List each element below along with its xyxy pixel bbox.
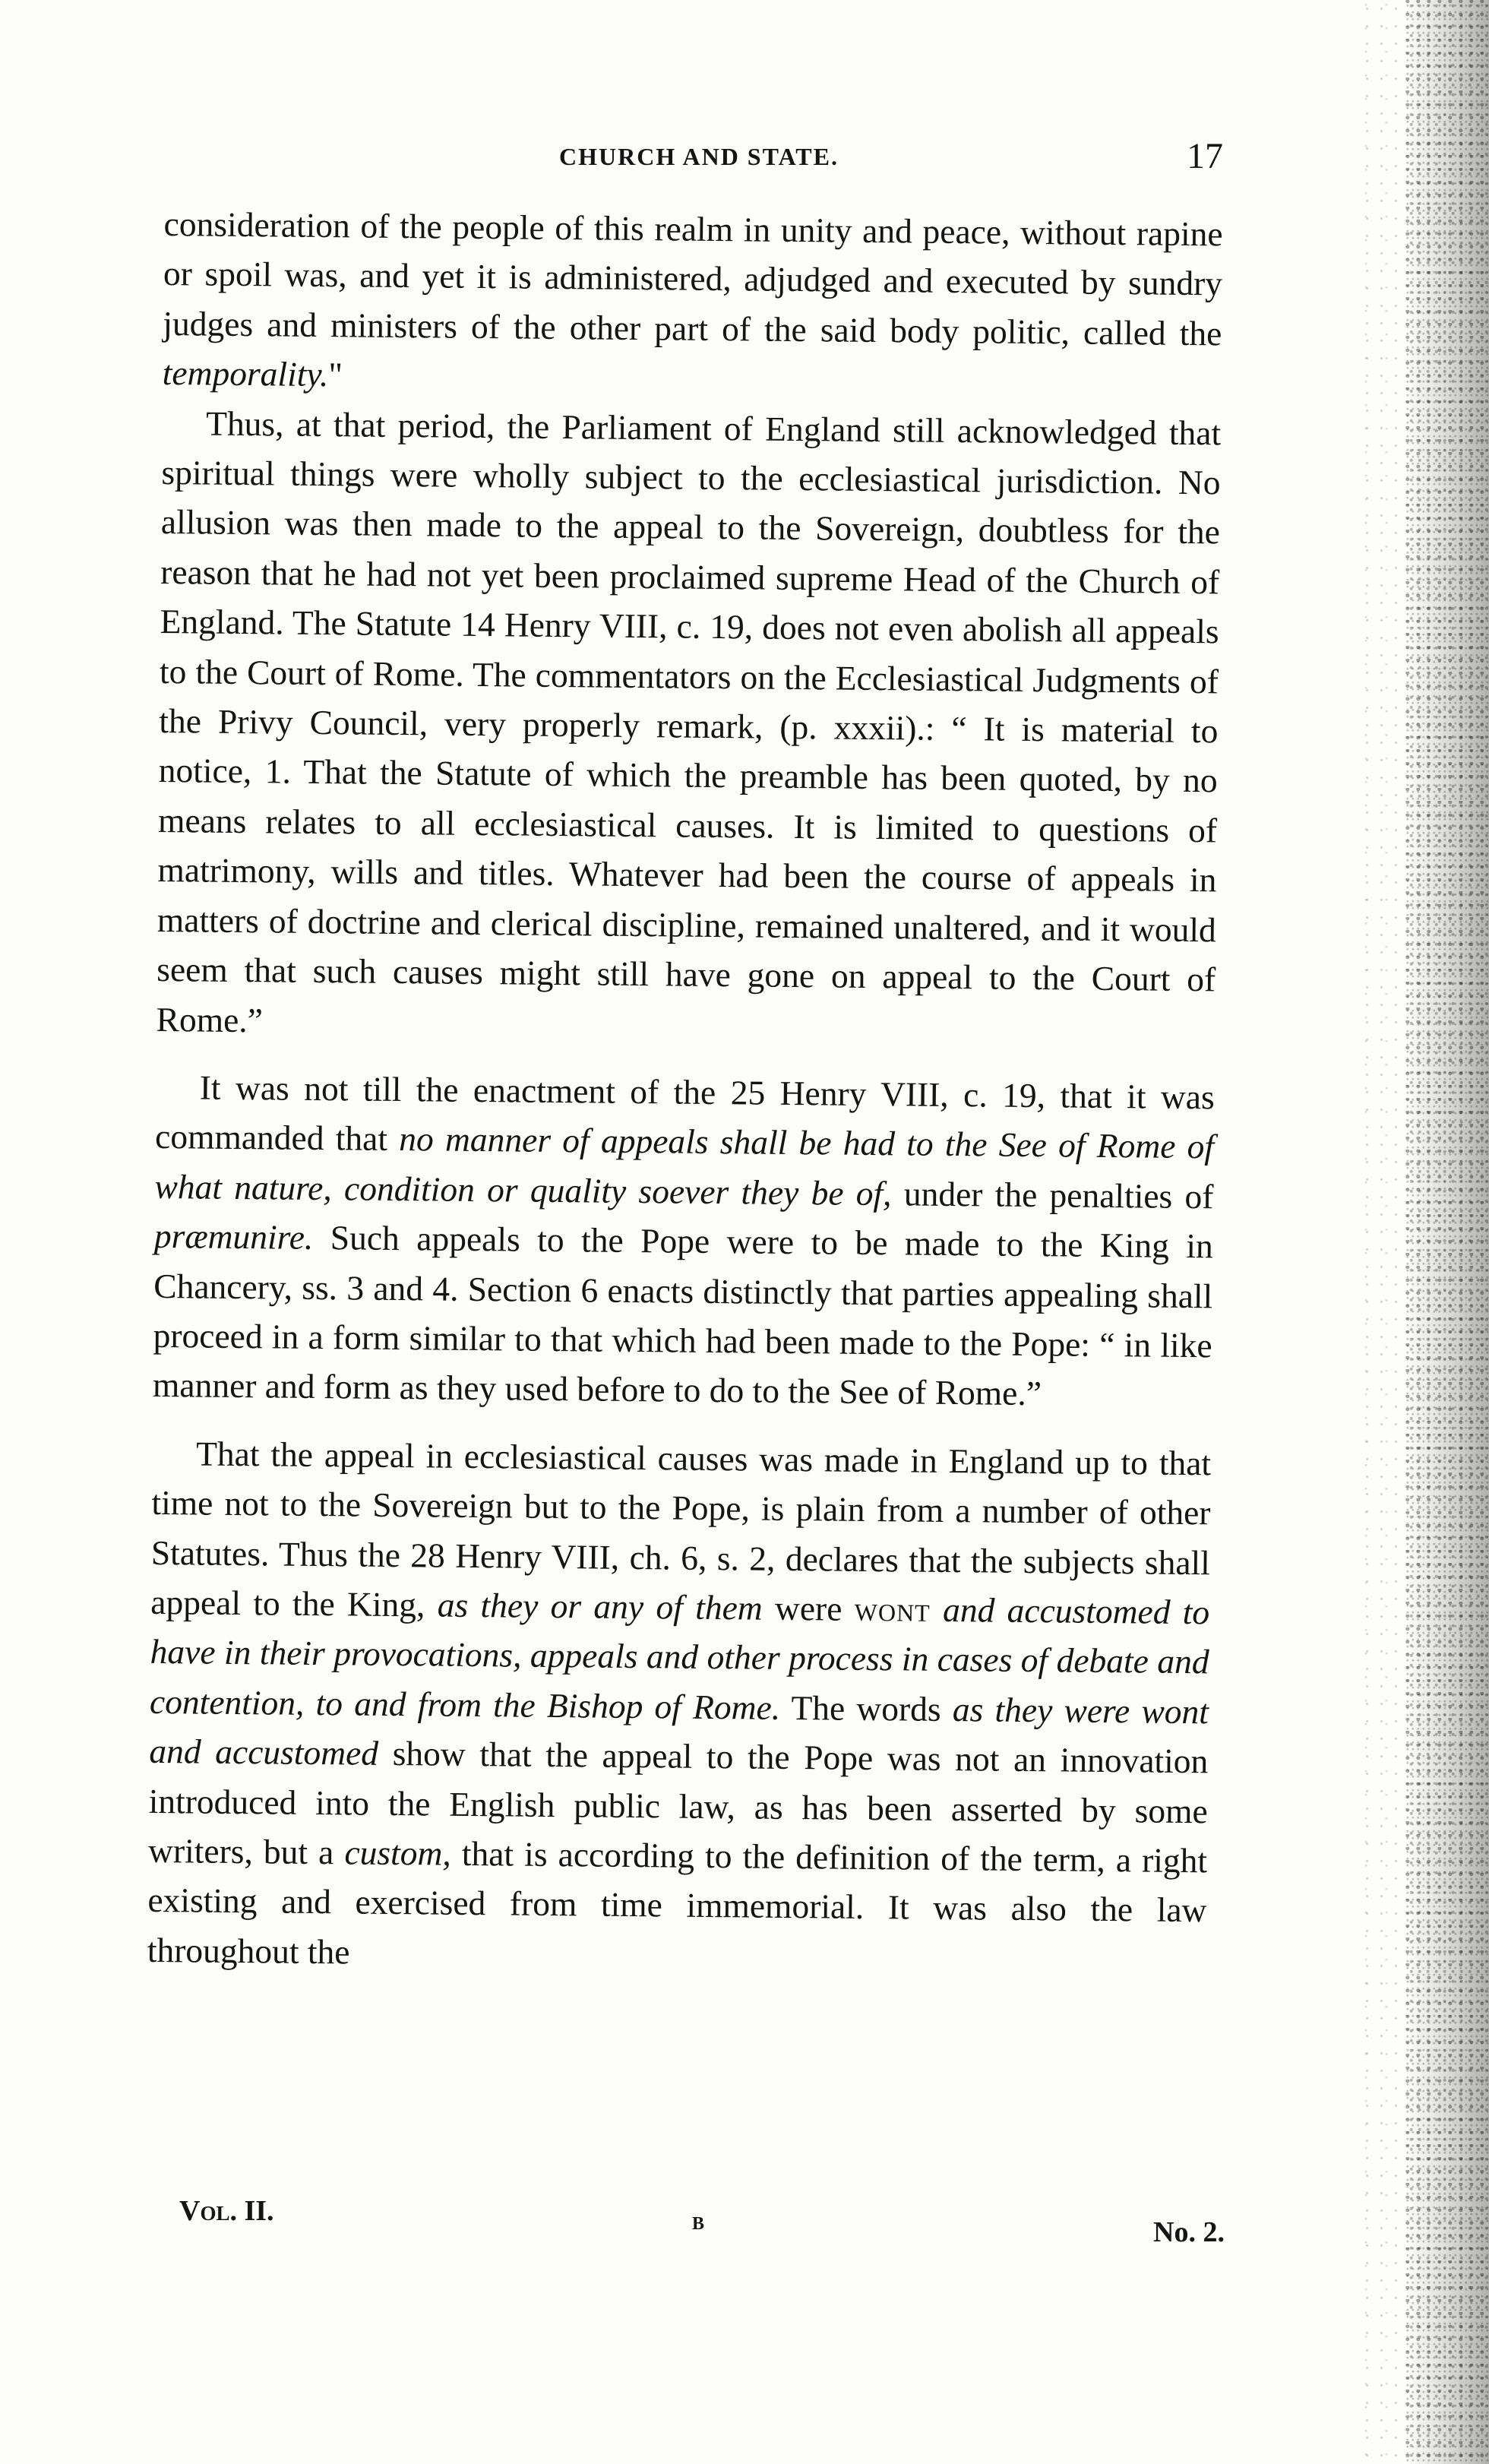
paragraph-3 [153,1062,1215,1420]
paragraph-4 [147,1428,1212,1985]
paragraph-1 [162,199,1222,408]
p4-text-2: were [762,1588,855,1628]
p4-text-1: That the appeal in ecclesiastical causes was made in England up to that time not to the Sovereign but to the Pope, is plain from a number of other Statutes. Thus the 28 Henry VIII, ch. 6, s. 2, declares that the subjects shall appeal to the King, [150,1434,1212,1624]
page-edge-shadow [1360,0,1405,2464]
volume-label: Vol. II. [179,2195,274,2227]
running-title: CHURCH AND STATE. [559,143,839,170]
signature-mark: B [692,2214,705,2234]
p1-italic: temporality. [162,353,329,394]
issue-number: No. 2. [1153,2216,1225,2248]
p4-text-4: show that the appeal to the Pope was not an innovation introduced into the English public law, as has been asserted by some writers, but a [147,1733,1209,1872]
p3-text-1: It was not till the enactment of the 25 Henry VIII, c. 19, that it was commanded that [154,1068,1215,1159]
body-text [147,199,1223,1985]
p1-close-quote: " [328,355,343,394]
page-footer [179,2194,1225,2263]
p3-italic-1: no manner of appeals shall be had to the See of Rome of what nature, condition or quality soever they be of, [154,1119,1215,1213]
p3-text-3: Such appeals to the Pope were to be made to the King in Chancery, ss. 3 and 4. Section 6 enacts distinctly that parties appealing shall proceed in a form similar to that which had been made to the Pope: “ in like manner and form as they used before to do to the See of Rome.” [152,1218,1214,1413]
page-edge-speckle [1405,0,1489,2464]
paragraph-2: Thus, at that period, the Parliament of England still acknowledged that spiritual things were wholly subject to the ecclesiastical jurisdiction. No allusion was then made to the appeal to the Sovereign, doubtless for the reason that he had not yet been proclaimed supreme Head of the Church of England. The Statute 14 Henry VIII, c. 19, does not even abolish all appeals to the Court of Rome. The commentators on the Ecclesiastical Judgments of the Privy Council, very properly remark, (p. xxxii).: “ It is material to notice, 1. That the Statute of which the preamble has been quoted, by no means relates to all ecclesiastical causes. It is limited to questions of matrimony, wills and titles. Whatever had been the course of appeals in matters of doctrine and clerical discipline, remained unaltered, and it would seem that such causes might still have gone on appeal to the Court of Rome.” [156,403,1222,1039]
page-number: 17 [1187,136,1223,176]
p4-text-3: The words [779,1687,953,1729]
p4-italic-3: as they were wont and accustomed [149,1689,1209,1773]
p3-italic-2: præmunire. [153,1216,314,1257]
p4-italic-2: and accustomed to have in their provocations, appeals and other process in cases of debate and contention, to and from the Bishop of Rome. [149,1589,1210,1727]
page-header [175,135,1223,204]
p4-italic-1: as they or any of them [437,1585,763,1627]
p3-text-2: under the penalties of [891,1173,1214,1216]
p1-text: consideration of the people of this realm in unity and peace, without rapine or spoil was, and yet it is administered, adjudged and executed by sundry judges and ministers of the other part of the said body politic, called the [163,204,1223,353]
p4-text-5: that is according to the definition of the term, a right existing and exercised from time immemorial. It was also the law throughout the [147,1833,1208,1972]
p4-italic-4: custom, [344,1833,452,1873]
p4-smallcaps: wont [854,1589,931,1629]
